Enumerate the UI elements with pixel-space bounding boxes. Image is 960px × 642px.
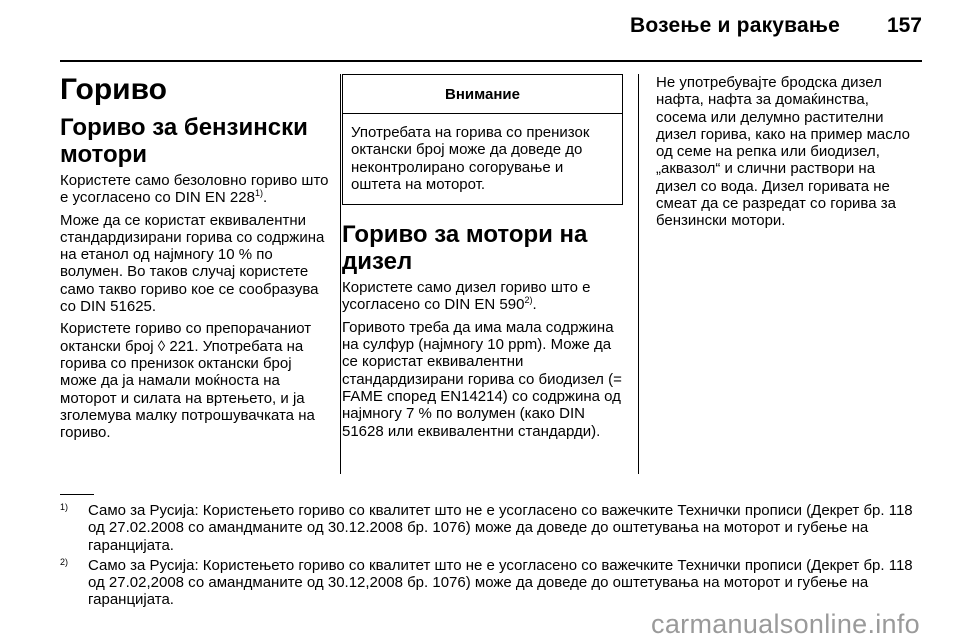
diesel-paragraph-3: Не употребувајте бродска дизел нафта, нафта за домаќинства, сосема или делумно растителни дизел горива, како на пример масло од семе на репка или биодизел, „аквазол“ и слични раствори на дизел со вода. Дизел горивата не смеат да се разредат со горива за бензински мотори. — [656, 74, 910, 230]
warning-box — [342, 74, 623, 205]
footnotes — [60, 502, 922, 612]
footnote-2-text: Само за Русија: Користењето гориво со квалитет што не е усогласено со важечките Технички прописи (Декрет бр. 118 од 27.02,2008 со амандманите од 30.12,2008 бр. 1076) може да доведе до оштетувања на моторот и губење на гаранцијата. — [88, 556, 913, 609]
section-heading: Гориво — [60, 73, 167, 106]
footnote-ref-1[interactable]: 1) — [254, 188, 263, 199]
column-divider-2 — [638, 74, 639, 474]
column-1 — [60, 74, 330, 446]
column-2 — [342, 74, 625, 445]
warning-text: Употребата на горива со пренизок октански број може да доведе до неконтролирано согорување и оштета на моторот. — [351, 124, 590, 193]
petrol-p1-text: Користете само безоловно гориво што е усогласено со DIN EN 228 — [60, 172, 329, 207]
footnote-1 — [60, 502, 922, 554]
column-divider-1 — [340, 74, 341, 474]
diesel-paragraph-1 — [342, 279, 625, 314]
footnote-2 — [60, 557, 922, 609]
petrol-paragraph-3: Користете гориво со препорачаниот октански број ◊ 221. Употребата на горива со пренизок октански број може да ја намали моќноста на моторот и силата на вртењето, и ја зголемува малку потрошувачката на гориво. — [60, 320, 315, 442]
footnote-1-mark: 1) — [60, 502, 69, 512]
footnote-1-text: Само за Русија: Користењето гориво со квалитет што не е усогласено со важечките Технички прописи (Декрет бр. 118 од 27.02.2008 со амандманите од 30.12.2008 бр. 1076) може да доведе до оштетувања на моторот и губење на гаранцијата. — [88, 502, 913, 554]
petrol-subheading: Гориво за бензински мотори — [60, 114, 308, 168]
footnote-2-mark: 2) — [60, 556, 69, 567]
diesel-p1-text: Користете само дизел гориво што е усогласено со DIN EN 590 — [342, 279, 591, 314]
petrol-paragraph-2: Може да се користат еквивалентни стандардизирани горива со содржина на етанол од најмногу 10 % по волумен. Во таков случај користете само такво гориво кое се сообразува со DIN 51625. — [60, 211, 325, 316]
column-3 — [656, 74, 918, 235]
page-number: 157 — [886, 14, 922, 37]
running-header-title: Возење и ракување — [630, 14, 840, 37]
footnote-ref-2[interactable]: 2) — [524, 295, 533, 306]
petrol-p1-end: . — [262, 189, 268, 207]
watermark: carmanualsonline.info — [651, 609, 920, 639]
diesel-paragraph-2: Горивото треба да има мала содржина на сулфур (најмногу 10 ppm). Може да се користат еквивалентни стандардизирани горива со биодизел (= FAME според EN14214) со содржина од најмногу 7 % по волумен (како DIN 51628 или еквивалентни стандарди). — [342, 318, 622, 440]
petrol-paragraph-1 — [60, 172, 330, 207]
diesel-p1-end: . — [532, 296, 537, 314]
warning-title: Внимание — [343, 75, 622, 114]
diesel-subheading: Гориво за мотори на дизел — [342, 221, 588, 276]
footnote-divider — [60, 494, 94, 495]
header-divider — [60, 60, 922, 62]
